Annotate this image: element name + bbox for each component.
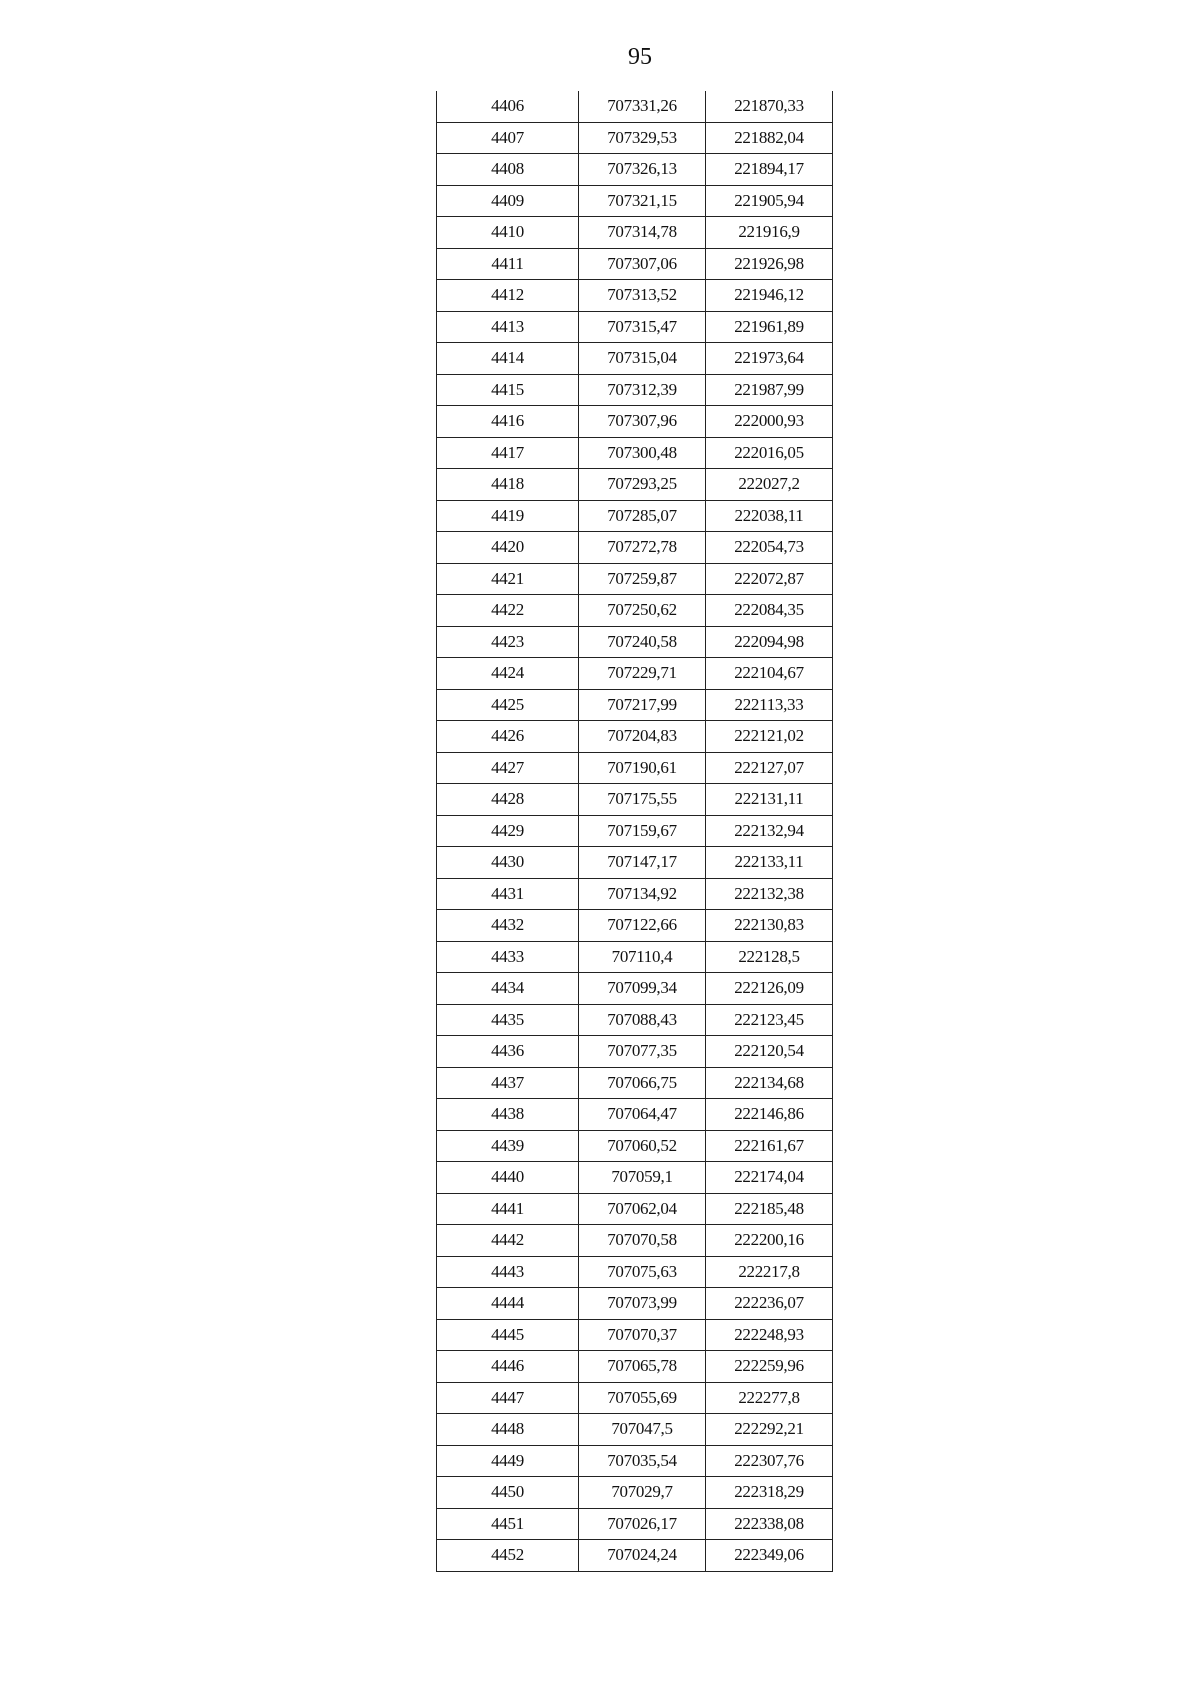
y-coordinate-cell: 222259,96 — [706, 1351, 833, 1383]
table-row — [437, 185, 833, 217]
x-coordinate-cell: 707312,39 — [579, 374, 706, 406]
x-coordinate-cell: 707065,78 — [579, 1351, 706, 1383]
y-coordinate-cell: 222120,54 — [706, 1036, 833, 1068]
x-coordinate-cell: 707329,53 — [579, 122, 706, 154]
point-number-cell: 4420 — [437, 532, 579, 564]
y-coordinate-cell: 222084,35 — [706, 595, 833, 627]
y-coordinate-cell: 222038,11 — [706, 500, 833, 532]
point-number-cell: 4422 — [437, 595, 579, 627]
table-row — [437, 1099, 833, 1131]
y-coordinate-cell: 222185,48 — [706, 1193, 833, 1225]
x-coordinate-cell: 707134,92 — [579, 878, 706, 910]
y-coordinate-cell: 222277,8 — [706, 1382, 833, 1414]
table-row — [437, 595, 833, 627]
coordinates-table-body — [437, 91, 833, 1571]
y-coordinate-cell: 221870,33 — [706, 91, 833, 122]
point-number-cell: 4449 — [437, 1445, 579, 1477]
table-row — [437, 658, 833, 690]
point-number-cell: 4433 — [437, 941, 579, 973]
y-coordinate-cell: 222307,76 — [706, 1445, 833, 1477]
table-row — [437, 784, 833, 816]
x-coordinate-cell: 707204,83 — [579, 721, 706, 753]
y-coordinate-cell: 222027,2 — [706, 469, 833, 501]
y-coordinate-cell: 222161,67 — [706, 1130, 833, 1162]
y-coordinate-cell: 222292,21 — [706, 1414, 833, 1446]
table-row — [437, 721, 833, 753]
x-coordinate-cell: 707035,54 — [579, 1445, 706, 1477]
point-number-cell: 4447 — [437, 1382, 579, 1414]
point-number-cell: 4434 — [437, 973, 579, 1005]
point-number-cell: 4407 — [437, 122, 579, 154]
coordinates-table — [436, 91, 833, 1572]
table-row — [437, 1036, 833, 1068]
x-coordinate-cell: 707300,48 — [579, 437, 706, 469]
x-coordinate-cell: 707250,62 — [579, 595, 706, 627]
y-coordinate-cell: 222132,38 — [706, 878, 833, 910]
x-coordinate-cell: 707147,17 — [579, 847, 706, 879]
table-row — [437, 847, 833, 879]
x-coordinate-cell: 707099,34 — [579, 973, 706, 1005]
table-row — [437, 1540, 833, 1572]
point-number-cell: 4418 — [437, 469, 579, 501]
table-row — [437, 1414, 833, 1446]
x-coordinate-cell: 707321,15 — [579, 185, 706, 217]
y-coordinate-cell: 222127,07 — [706, 752, 833, 784]
y-coordinate-cell: 222338,08 — [706, 1508, 833, 1540]
x-coordinate-cell: 707070,37 — [579, 1319, 706, 1351]
y-coordinate-cell: 222094,98 — [706, 626, 833, 658]
table-row — [437, 248, 833, 280]
y-coordinate-cell: 221916,9 — [706, 217, 833, 249]
table-row — [437, 122, 833, 154]
point-number-cell: 4452 — [437, 1540, 579, 1572]
y-coordinate-cell: 222121,02 — [706, 721, 833, 753]
table-row — [437, 154, 833, 186]
table-row — [437, 280, 833, 312]
table-row — [437, 626, 833, 658]
point-number-cell: 4425 — [437, 689, 579, 721]
table-row — [437, 1445, 833, 1477]
y-coordinate-cell: 222318,29 — [706, 1477, 833, 1509]
x-coordinate-cell: 707073,99 — [579, 1288, 706, 1320]
y-coordinate-cell: 222200,16 — [706, 1225, 833, 1257]
y-coordinate-cell: 221987,99 — [706, 374, 833, 406]
point-number-cell: 4436 — [437, 1036, 579, 1068]
y-coordinate-cell: 222217,8 — [706, 1256, 833, 1288]
table-row — [437, 1130, 833, 1162]
x-coordinate-cell: 707159,67 — [579, 815, 706, 847]
y-coordinate-cell: 222123,45 — [706, 1004, 833, 1036]
y-coordinate-cell: 221905,94 — [706, 185, 833, 217]
x-coordinate-cell: 707307,06 — [579, 248, 706, 280]
point-number-cell: 4439 — [437, 1130, 579, 1162]
table-row — [437, 1288, 833, 1320]
table-row — [437, 973, 833, 1005]
x-coordinate-cell: 707313,52 — [579, 280, 706, 312]
point-number-cell: 4406 — [437, 91, 579, 122]
y-coordinate-cell: 221882,04 — [706, 122, 833, 154]
x-coordinate-cell: 707064,47 — [579, 1099, 706, 1131]
x-coordinate-cell: 707055,69 — [579, 1382, 706, 1414]
point-number-cell: 4442 — [437, 1225, 579, 1257]
table-row — [437, 217, 833, 249]
point-number-cell: 4415 — [437, 374, 579, 406]
point-number-cell: 4427 — [437, 752, 579, 784]
y-coordinate-cell: 222133,11 — [706, 847, 833, 879]
x-coordinate-cell: 707229,71 — [579, 658, 706, 690]
x-coordinate-cell: 707314,78 — [579, 217, 706, 249]
x-coordinate-cell: 707217,99 — [579, 689, 706, 721]
table-row — [437, 815, 833, 847]
y-coordinate-cell: 221946,12 — [706, 280, 833, 312]
table-row — [437, 469, 833, 501]
x-coordinate-cell: 707060,52 — [579, 1130, 706, 1162]
y-coordinate-cell: 222134,68 — [706, 1067, 833, 1099]
point-number-cell: 4430 — [437, 847, 579, 879]
point-number-cell: 4446 — [437, 1351, 579, 1383]
y-coordinate-cell: 222126,09 — [706, 973, 833, 1005]
point-number-cell: 4414 — [437, 343, 579, 375]
y-coordinate-cell: 222132,94 — [706, 815, 833, 847]
y-coordinate-cell: 221926,98 — [706, 248, 833, 280]
page-number: 95 — [628, 44, 652, 70]
x-coordinate-cell: 707285,07 — [579, 500, 706, 532]
y-coordinate-cell: 222113,33 — [706, 689, 833, 721]
table-row — [437, 563, 833, 595]
table-row — [437, 500, 833, 532]
point-number-cell: 4438 — [437, 1099, 579, 1131]
table-row — [437, 1067, 833, 1099]
table-row — [437, 1382, 833, 1414]
table-row — [437, 1351, 833, 1383]
y-coordinate-cell: 222146,86 — [706, 1099, 833, 1131]
y-coordinate-cell: 222016,05 — [706, 437, 833, 469]
y-coordinate-cell: 222174,04 — [706, 1162, 833, 1194]
x-coordinate-cell: 707307,96 — [579, 406, 706, 438]
x-coordinate-cell: 707059,1 — [579, 1162, 706, 1194]
y-coordinate-cell: 221961,89 — [706, 311, 833, 343]
table-row — [437, 406, 833, 438]
point-number-cell: 4409 — [437, 185, 579, 217]
table-row — [437, 752, 833, 784]
table-row — [437, 532, 833, 564]
table-row — [437, 1162, 833, 1194]
table-row — [437, 941, 833, 973]
x-coordinate-cell: 707066,75 — [579, 1067, 706, 1099]
table-row — [437, 1004, 833, 1036]
x-coordinate-cell: 707024,24 — [579, 1540, 706, 1572]
x-coordinate-cell: 707190,61 — [579, 752, 706, 784]
table-row — [437, 1319, 833, 1351]
point-number-cell: 4411 — [437, 248, 579, 280]
point-number-cell: 4441 — [437, 1193, 579, 1225]
point-number-cell: 4432 — [437, 910, 579, 942]
table-row — [437, 878, 833, 910]
point-number-cell: 4448 — [437, 1414, 579, 1446]
x-coordinate-cell: 707110,4 — [579, 941, 706, 973]
y-coordinate-cell: 222349,06 — [706, 1540, 833, 1572]
x-coordinate-cell: 707240,58 — [579, 626, 706, 658]
point-number-cell: 4410 — [437, 217, 579, 249]
x-coordinate-cell: 707075,63 — [579, 1256, 706, 1288]
x-coordinate-cell: 707070,58 — [579, 1225, 706, 1257]
point-number-cell: 4419 — [437, 500, 579, 532]
table-row — [437, 1508, 833, 1540]
table-row — [437, 1225, 833, 1257]
table-row — [437, 910, 833, 942]
x-coordinate-cell: 707331,26 — [579, 91, 706, 122]
table-row — [437, 437, 833, 469]
x-coordinate-cell: 707088,43 — [579, 1004, 706, 1036]
point-number-cell: 4416 — [437, 406, 579, 438]
y-coordinate-cell: 222248,93 — [706, 1319, 833, 1351]
table-row — [437, 374, 833, 406]
point-number-cell: 4431 — [437, 878, 579, 910]
table-row — [437, 1256, 833, 1288]
y-coordinate-cell: 222054,73 — [706, 532, 833, 564]
x-coordinate-cell: 707272,78 — [579, 532, 706, 564]
table-row — [437, 311, 833, 343]
point-number-cell: 4426 — [437, 721, 579, 753]
point-number-cell: 4450 — [437, 1477, 579, 1509]
point-number-cell: 4440 — [437, 1162, 579, 1194]
x-coordinate-cell: 707175,55 — [579, 784, 706, 816]
x-coordinate-cell: 707122,66 — [579, 910, 706, 942]
point-number-cell: 4413 — [437, 311, 579, 343]
y-coordinate-cell: 222128,5 — [706, 941, 833, 973]
point-number-cell: 4445 — [437, 1319, 579, 1351]
point-number-cell: 4437 — [437, 1067, 579, 1099]
x-coordinate-cell: 707077,35 — [579, 1036, 706, 1068]
y-coordinate-cell: 221894,17 — [706, 154, 833, 186]
point-number-cell: 4412 — [437, 280, 579, 312]
point-number-cell: 4428 — [437, 784, 579, 816]
x-coordinate-cell: 707259,87 — [579, 563, 706, 595]
table-row — [437, 91, 833, 122]
x-coordinate-cell: 707047,5 — [579, 1414, 706, 1446]
table-row — [437, 1477, 833, 1509]
x-coordinate-cell: 707293,25 — [579, 469, 706, 501]
point-number-cell: 4429 — [437, 815, 579, 847]
point-number-cell: 4435 — [437, 1004, 579, 1036]
y-coordinate-cell: 222131,11 — [706, 784, 833, 816]
y-coordinate-cell: 222236,07 — [706, 1288, 833, 1320]
point-number-cell: 4423 — [437, 626, 579, 658]
table-row — [437, 689, 833, 721]
point-number-cell: 4424 — [437, 658, 579, 690]
x-coordinate-cell: 707315,04 — [579, 343, 706, 375]
point-number-cell: 4408 — [437, 154, 579, 186]
y-coordinate-cell: 222000,93 — [706, 406, 833, 438]
y-coordinate-cell: 222072,87 — [706, 563, 833, 595]
x-coordinate-cell: 707026,17 — [579, 1508, 706, 1540]
x-coordinate-cell: 707326,13 — [579, 154, 706, 186]
x-coordinate-cell: 707029,7 — [579, 1477, 706, 1509]
point-number-cell: 4443 — [437, 1256, 579, 1288]
point-number-cell: 4421 — [437, 563, 579, 595]
table-row — [437, 343, 833, 375]
x-coordinate-cell: 707062,04 — [579, 1193, 706, 1225]
y-coordinate-cell: 222130,83 — [706, 910, 833, 942]
x-coordinate-cell: 707315,47 — [579, 311, 706, 343]
point-number-cell: 4444 — [437, 1288, 579, 1320]
y-coordinate-cell: 222104,67 — [706, 658, 833, 690]
point-number-cell: 4451 — [437, 1508, 579, 1540]
y-coordinate-cell: 221973,64 — [706, 343, 833, 375]
point-number-cell: 4417 — [437, 437, 579, 469]
table-row — [437, 1193, 833, 1225]
